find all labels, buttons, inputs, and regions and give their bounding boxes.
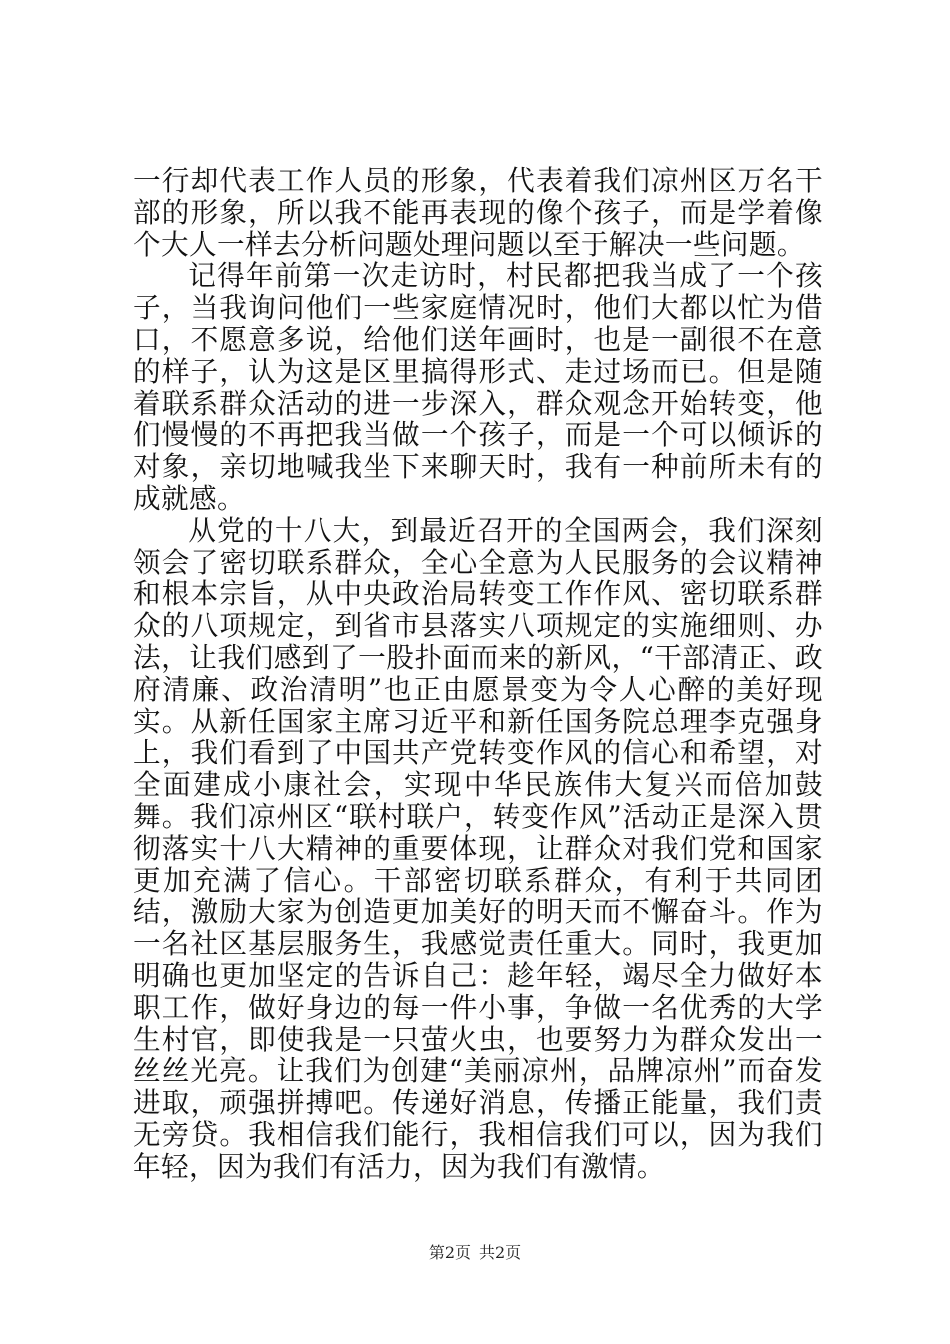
- page-number: 第2页: [428, 1243, 471, 1262]
- paragraph-continuation: 一行却代表工作人员的形象，代表着我们凉州区万名干部的形象，所以我不能再表现的像个孩子，而是学着像个大人一样去分析问题处理问题以至于解决一些问题。: [133, 164, 823, 261]
- page-total: 共2页: [479, 1243, 522, 1262]
- page-footer: [0, 1243, 950, 1263]
- paragraph-eighteenth-congress: 从党的十八大，到最近召开的全国两会，我们深刻领会了密切联系群众，全心全意为人民服务的会议精神和根本宗旨，从中央政治局转变工作作风、密切联系群众的八项规定，到省市县落实八项规定的实施细则、办法，让我们感到了一股扑面而来的新风，“干部清正、政府清廉、政治清明”也正由愿景变为令人心醉的美好现实。从新任国家主席习近平和新任国务院总理李克强身上，我们看到了中国共产党转变作风的信心和希望，对全面建成小康社会，实现中华民族伟大复兴而倍加鼓舞。我们凉州区“联村联户，转变作风”活动正是深入贯彻落实十八大精神的重要体现，让群众对我们党和国家更加充满了信心。干部密切联系群众，有利于共同团结，激励大家为创造更加美好的明天而不懈奋斗。作为一名社区基层服务生，我感觉责任重大。同时，我更加明确也更加坚定的告诉自己：趁年轻，竭尽全力做好本职工作，做好身边的每一件小事，争做一名优秀的大学生村官，即使我是一只萤火虫，也要努力为群众发出一丝丝光亮。让我们为创建“美丽凉州，品牌凉州”而奋发进取，顽强拼搏吧。传递好消息，传播正能量，我们责无旁贷。我相信我们能行，我相信我们可以，因为我们年轻，因为我们有活力，因为我们有激情。: [133, 513, 823, 1183]
- paragraph-first-visit: 记得年前第一次走访时，村民都把我当成了一个孩子，当我询问他们一些家庭情况时，他们大都以忙为借口，不愿意多说，给他们送年画时，也是一副很不在意的样子，认为这是区里搞得形式、走过场而已。但是随着联系群众活动的进一步深入，群众观念开始转变，他们慢慢的不再把我当做一个孩子，而是一个可以倾诉的对象，亲切地喊我坐下来聊天时，我有一种前所未有的成就感。: [133, 259, 823, 515]
- document-body: [133, 165, 823, 1183]
